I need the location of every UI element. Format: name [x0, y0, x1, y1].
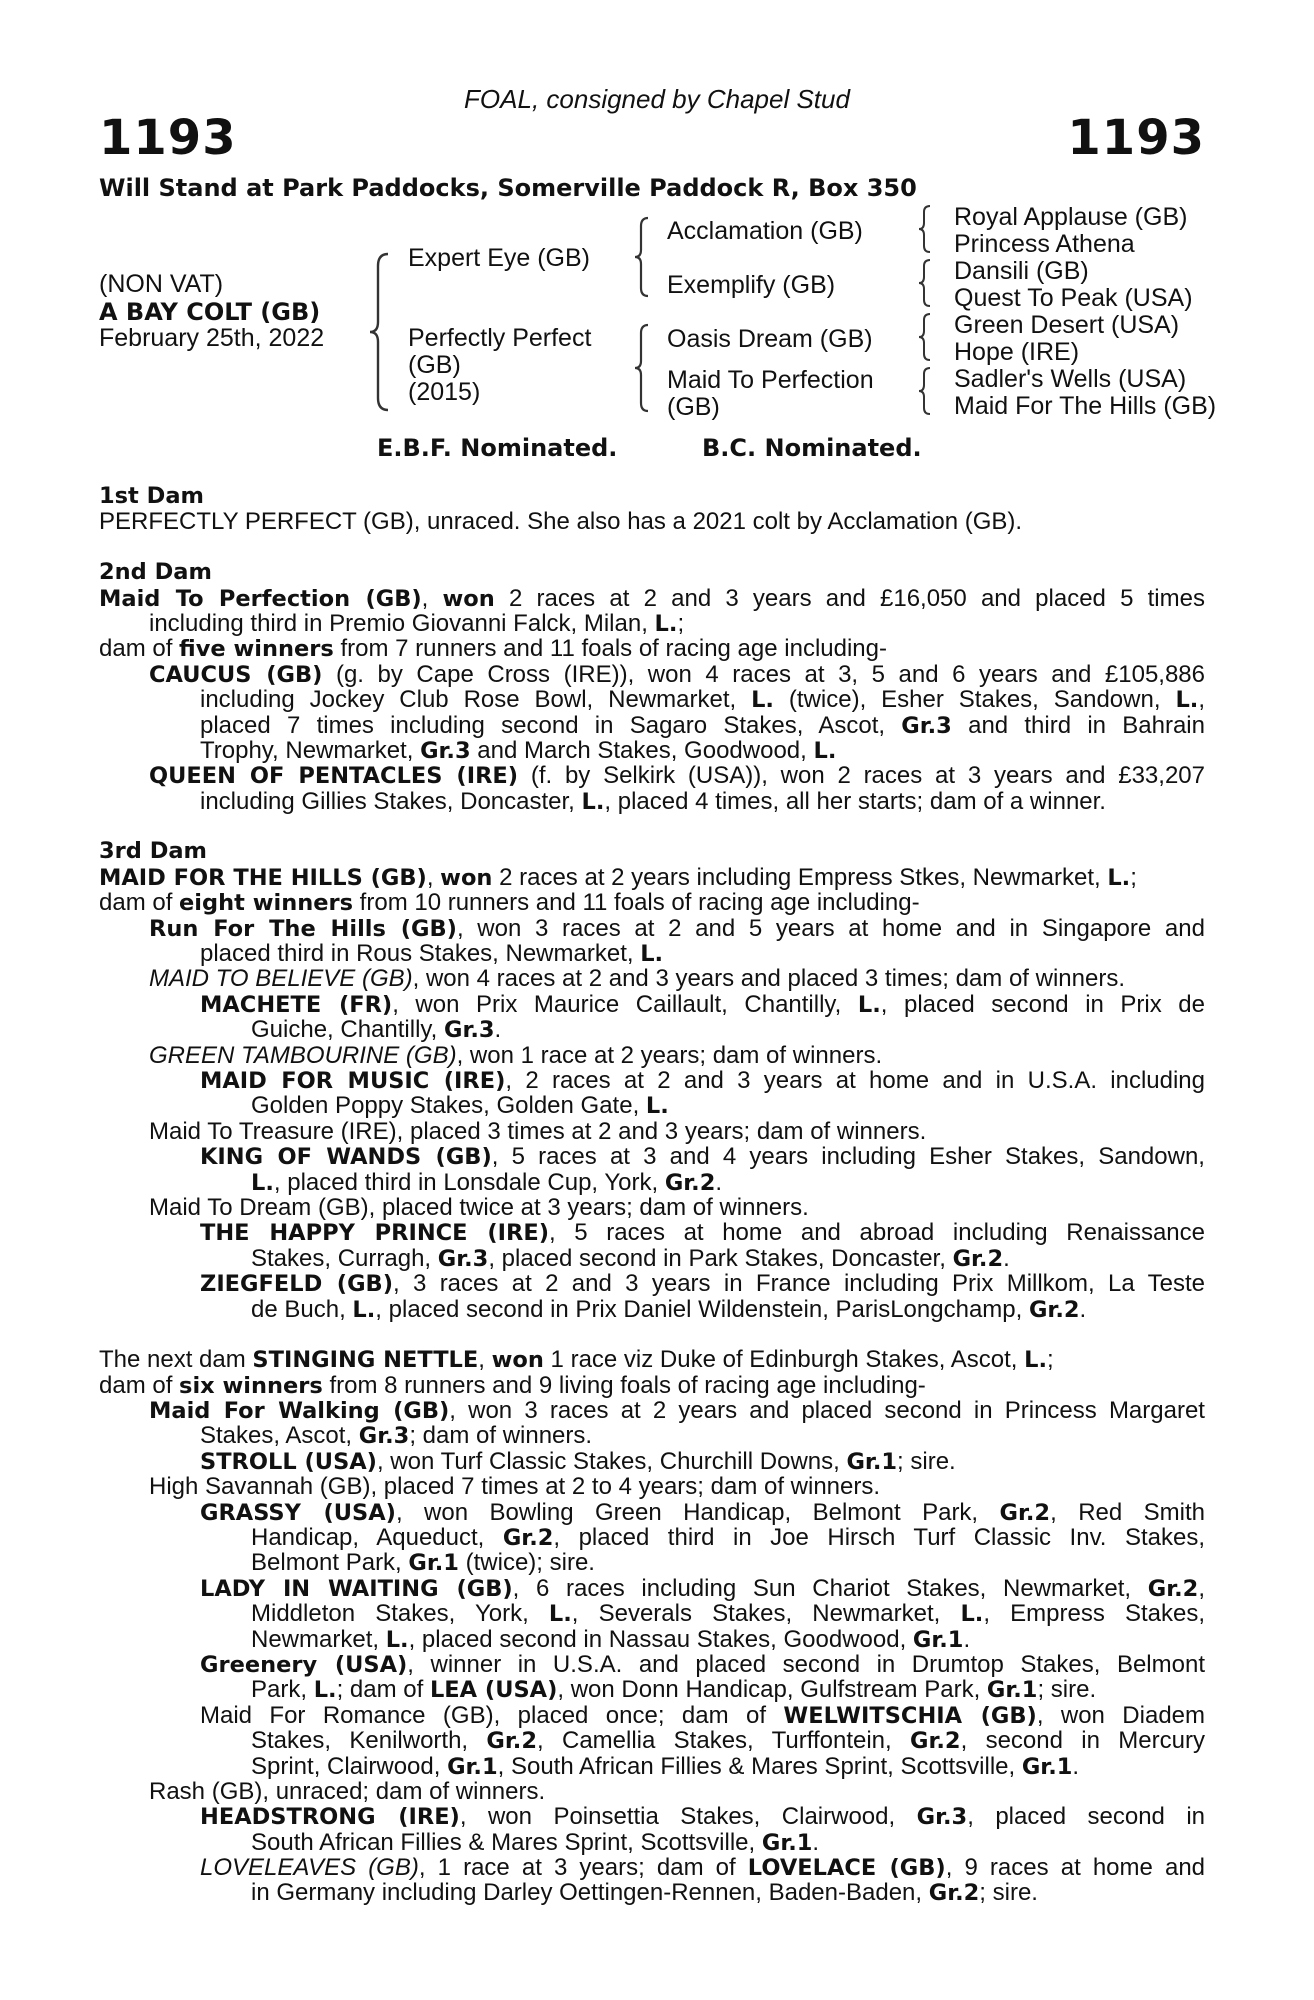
pedigree-line: Maid To Dream (GB), placed twice at 3 years; dam of winners.: [149, 1193, 809, 1221]
pedigree-line: CAUCUS (GB) (g. by Cape Cross (IRE)), won 4 races at 3, 5 and 6 years and £105,886: [149, 661, 1205, 688]
horse-name: GRASSY (USA): [200, 1499, 396, 1526]
horse-name: MAID TO BELIEVE (GB): [149, 965, 413, 993]
horse-name: Maid For Walking (GB): [149, 1398, 450, 1424]
pedigree-line: Maid To Treasure (IRE), placed 3 times at 2 and 3 years; dam of winners.: [149, 1117, 927, 1145]
pedigree-line: Trophy, Newmarket, Gr.3 and March Stakes, Goodwood, L.: [200, 736, 837, 764]
pedigree-brace-dd: [916, 366, 934, 416]
pedigree-line: Sprint, Clairwood, Gr.1, South African Fillies & Mares Sprint, Scottsville, Gr.1.: [251, 1752, 1080, 1780]
vat-status: (NON VAT): [99, 270, 224, 298]
pedigree-line: ZIEGFELD (GB), 3 races at 2 and 3 years in France including Prix Millkom, La Teste: [200, 1271, 1205, 1297]
lot-number-right: 1193: [1067, 110, 1205, 166]
pedigree-line: including Gillies Stakes, Doncaster, L., placed 4 times, all her starts; dam of a winner.: [200, 787, 1106, 815]
pedigree-line: Guiche, Chantilly, Gr.3.: [251, 1016, 502, 1044]
pedigree-line: Stakes, Curragh, Gr.3, placed second in Park Stakes, Doncaster, Gr.2.: [251, 1244, 1010, 1272]
pedigree-sss: Royal Applause (GB): [954, 203, 1188, 231]
pedigree-line: dam of six winners from 8 runners and 9 living foals of racing age including-: [99, 1371, 926, 1399]
horse-name: WELWITSCHIA (GB): [783, 1702, 1037, 1729]
horse-name: Greenery (USA): [200, 1651, 408, 1678]
pedigree-line: including Jockey Club Rose Bowl, Newmarket, L. (twice), Esher Stakes, Sandown, L.,: [200, 687, 1205, 713]
pedigree-ssd: Princess Athena: [954, 230, 1135, 258]
catalogue-body: [99, 484, 1205, 1906]
pedigree-line: Greenery (USA), winner in U.S.A. and placed second in Drumtop Stakes, Belmont: [200, 1651, 1205, 1678]
pedigree-line: Handicap, Aqueduct, Gr.2, placed third in Joe Hirsch Turf Classic Inv. Stakes,: [251, 1525, 1205, 1551]
pedigree-brace-sire: [632, 216, 652, 298]
pedigree-line: GREEN TAMBOURINE (GB), won 1 race at 2 years; dam of winners.: [149, 1041, 883, 1069]
pedigree-line: placed third in Rous Stakes, Newmarket, L.: [200, 940, 664, 968]
horse-name: QUEEN OF PENTACLES (IRE): [149, 763, 519, 789]
horse-name: LADY IN WAITING (GB): [200, 1575, 513, 1602]
horse-name: GREEN TAMBOURINE (GB): [149, 1041, 457, 1069]
pedigree-line: Middleton Stakes, York, L., Severals Stakes, Newmarket, L., Empress Stakes,: [251, 1601, 1205, 1627]
pedigree-line: LADY IN WAITING (GB), 6 races including Sun Chariot Stakes, Newmarket, Gr.2,: [200, 1575, 1205, 1602]
pedigree-line: QUEEN OF PENTACLES (IRE) (f. by Selkirk (USA)), won 2 races at 3 years and £33,207: [149, 763, 1205, 789]
horse-name: HEADSTRONG (IRE): [200, 1804, 460, 1830]
horse-name: LOVELACE (GB): [747, 1855, 946, 1881]
pedigree-line: Park, L.; dam of LEA (USA), won Donn Handicap, Gulfstream Park, Gr.1; sire.: [251, 1676, 1097, 1704]
pedigree-line: Maid To Perfection (GB), won 2 races at 2 and 3 years and £16,050 and placed 5 times: [99, 585, 1205, 611]
pedigree-sire-sire: Acclamation (GB): [667, 217, 863, 245]
pedigree-dam-line2: (GB): [408, 351, 461, 379]
pedigree-dsd: Hope (IRE): [954, 338, 1080, 366]
pedigree-line: MAID TO BELIEVE (GB), won 4 races at 2 and 3 years and placed 3 times; dam of winners.: [149, 965, 1126, 993]
section-heading: 1st Dam: [99, 483, 204, 509]
horse-name: ZIEGFELD (GB): [200, 1271, 393, 1297]
pedigree-line: dam of five winners from 7 runners and 11 foals of racing age including-: [99, 635, 887, 663]
consignor-line: FOAL, consigned by Chapel Stud: [464, 84, 850, 114]
pedigree-dds: Sadler's Wells (USA): [954, 365, 1187, 393]
pedigree-line: de Buch, L., placed second in Prix Daniel Wildenstein, ParisLongchamp, Gr.2.: [251, 1295, 1087, 1323]
horse-description: A BAY COLT (GB): [99, 298, 321, 326]
horse-name: KING OF WANDS (GB): [200, 1144, 492, 1170]
pedigree-line: Newmarket, L., placed second in Nassau Stakes, Goodwood, Gr.1.: [251, 1625, 971, 1653]
pedigree-line: L., placed third in Lonsdale Cup, York, Gr.2.: [251, 1168, 723, 1196]
pedigree-line: South African Fillies & Mares Sprint, Scottsville, Gr.1.: [251, 1828, 820, 1856]
pedigree-line: dam of eight winners from 10 runners and 11 foals of racing age including-: [99, 889, 920, 917]
horse-name: THE HAPPY PRINCE (IRE): [200, 1220, 549, 1246]
pedigree-dam-dam-line2: (GB): [667, 393, 720, 421]
pedigree-line: Maid For Walking (GB), won 3 races at 2 years and placed second in Princess Margaret: [149, 1398, 1205, 1424]
horse-name: CAUCUS (GB): [149, 661, 323, 688]
horse-name: Maid To Perfection (GB): [99, 585, 422, 611]
pedigree-dam-dam-line1: Maid To Perfection: [667, 366, 874, 394]
pedigree-line: including third in Premio Giovanni Falck, Milan, L.;: [149, 609, 685, 637]
pedigree-dam-line1: Perfectly Perfect: [408, 324, 592, 352]
pedigree-brace-sd: [916, 258, 934, 308]
pedigree-line: Belmont Park, Gr.1 (twice); sire.: [251, 1549, 595, 1577]
pedigree-sdd: Quest To Peak (USA): [954, 284, 1193, 312]
horse-name: STROLL (USA): [200, 1448, 377, 1475]
horse-name: STINGING NETTLE: [252, 1347, 479, 1374]
pedigree-brace-ss: [916, 204, 934, 254]
pedigree-brace-ds: [916, 312, 934, 362]
pedigree-line: The next dam STINGING NETTLE, won 1 race viz Duke of Edinburgh Stakes, Ascot, L.;: [99, 1346, 1054, 1374]
pedigree-line: STROLL (USA), won Turf Classic Stakes, Churchill Downs, Gr.1; sire.: [200, 1447, 956, 1475]
pedigree-line: placed 7 times including second in Sagaro Stakes, Ascot, Gr.3 and third in Bahrain: [200, 712, 1205, 738]
foaling-date: February 25th, 2022: [99, 324, 325, 352]
pedigree-line: MAID FOR THE HILLS (GB), won 2 races at 2 years including Empress Stkes, Newmarket, L.;: [99, 863, 1137, 891]
ebf-nomination: E.B.F. Nominated.: [377, 434, 618, 462]
horse-name: Run For The Hills (GB): [149, 915, 457, 942]
pedigree-sds: Dansili (GB): [954, 257, 1089, 285]
pedigree-line: in Germany including Darley Oettingen-Rennen, Baden-Baden, Gr.2; sire.: [251, 1879, 1038, 1907]
pedigree-brace-dam: [632, 323, 652, 413]
horse-name: LOVELEAVES (GB): [200, 1855, 419, 1881]
pedigree-line: Rash (GB), unraced; dam of winners.: [149, 1777, 546, 1805]
pedigree-dss: Green Desert (USA): [954, 311, 1180, 339]
pedigree-line: Maid For Romance (GB), placed once; dam of WELWITSCHIA (GB), won Diadem: [200, 1702, 1205, 1729]
pedigree-sire: Expert Eye (GB): [408, 244, 590, 272]
pedigree-sire-dam: Exemplify (GB): [667, 271, 836, 299]
pedigree-dam-sire: Oasis Dream (GB): [667, 325, 873, 353]
pedigree-line: Golden Poppy Stakes, Golden Gate, L.: [251, 1092, 669, 1120]
pedigree-line: High Savannah (GB), placed 7 times at 2 to 4 years; dam of winners.: [149, 1473, 881, 1501]
pedigree-line: HEADSTRONG (IRE), won Poinsettia Stakes, Clairwood, Gr.3, placed second in: [200, 1804, 1205, 1830]
pedigree-line: THE HAPPY PRINCE (IRE), 5 races at home and abroad including Renaissance: [200, 1220, 1205, 1246]
pedigree-line: MACHETE (FR), won Prix Maurice Caillault, Chantilly, L., placed second in Prix de: [200, 991, 1205, 1018]
pedigree-dam-line3: (2015): [408, 378, 481, 406]
pedigree-ddd: Maid For The Hills (GB): [954, 392, 1217, 420]
first-dam-text: PERFECTLY PERFECT (GB), unraced. She also has a 2021 colt by Acclamation (GB).: [99, 508, 1023, 536]
stand-location: Will Stand at Park Paddocks, Somerville Paddock R, Box 350: [99, 174, 917, 202]
section-heading: 3rd Dam: [99, 838, 207, 865]
horse-name: LEA (USA): [429, 1677, 558, 1704]
pedigree-line: Stakes, Kenilworth, Gr.2, Camellia Stakes, Turffontein, Gr.2, second in Mercury: [251, 1728, 1205, 1754]
bc-nomination: B.C. Nominated.: [702, 434, 922, 462]
horse-name: MAID FOR MUSIC (IRE): [200, 1067, 506, 1094]
horse-name: MACHETE (FR): [200, 991, 393, 1018]
section-heading: 2nd Dam: [99, 559, 212, 586]
pedigree-line: LOVELEAVES (GB), 1 race at 3 years; dam of LOVELACE (GB), 9 races at home and: [200, 1855, 1205, 1881]
pedigree-brace-main: [368, 252, 394, 412]
pedigree-line: MAID FOR MUSIC (IRE), 2 races at 2 and 3 years at home and in U.S.A. including: [200, 1067, 1205, 1094]
lot-number-left: 1193: [99, 110, 237, 166]
horse-name: MAID FOR THE HILLS (GB): [99, 864, 427, 891]
pedigree-line: Run For The Hills (GB), won 3 races at 2 and 5 years at home and in Singapore and: [149, 915, 1205, 942]
pedigree-line: GRASSY (USA), won Bowling Green Handicap, Belmont Park, Gr.2, Red Smith: [200, 1499, 1205, 1526]
pedigree-line: KING OF WANDS (GB), 5 races at 3 and 4 years including Esher Stakes, Sandown,: [200, 1144, 1205, 1170]
pedigree-line: Stakes, Ascot, Gr.3; dam of winners.: [200, 1422, 593, 1450]
